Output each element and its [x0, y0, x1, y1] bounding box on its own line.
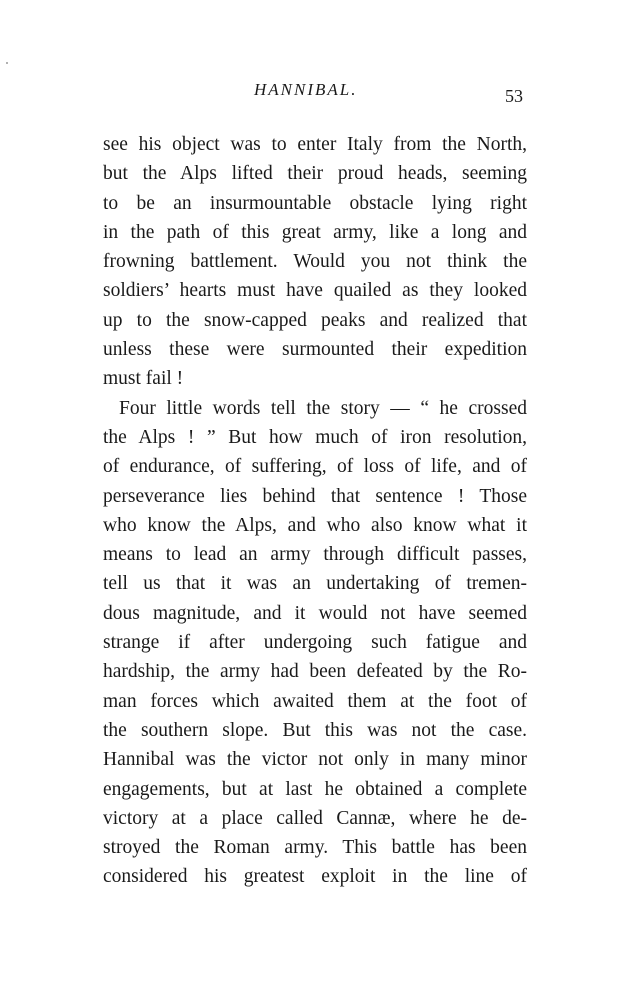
text-line: to be an insurmountable obstacle lying right: [103, 192, 527, 214]
text-line: man forces which awaited them at the foot of: [103, 690, 527, 712]
text-line: must fail !: [103, 368, 184, 390]
text-line: unless these were surmounted their expedition: [103, 339, 527, 361]
running-head: [0, 80, 628, 110]
text-line: frowning battlement. Would you not think the: [103, 251, 527, 273]
text-line: up to the snow-capped peaks and realized that: [103, 309, 527, 331]
text-line: strange if after undergoing such fatigue and: [103, 632, 527, 654]
text-line: soldiers’ hearts must have quailed as they looked: [103, 280, 527, 302]
text-line: the Alps ! ” But how much of iron resolution,: [103, 426, 527, 448]
text-line: but the Alps lifted their proud heads, seeming: [103, 163, 527, 185]
text-line: tell us that it was an undertaking of tremen-: [103, 573, 527, 595]
body-text: [103, 130, 527, 892]
text-line: Four little words tell the story — “ he crossed: [119, 397, 527, 419]
text-line: means to lead an army through difficult passes,: [103, 544, 527, 566]
margin-mark: [6, 62, 8, 64]
text-line: see his object was to enter Italy from the North,: [103, 134, 527, 155]
text-line: hardship, the army had been defeated by the Ro-: [103, 661, 527, 683]
text-line: Hannibal was the victor not only in many minor: [103, 749, 527, 771]
text-line: dous magnitude, and it would not have seemed: [103, 602, 527, 624]
text-line: engagements, but at last he obtained a complete: [103, 778, 527, 800]
text-line: victory at a place called Cannæ, where he de-: [103, 807, 527, 829]
text-line: stroyed the Roman army. This battle has been: [103, 837, 527, 859]
text-line: considered his greatest exploit in the line of: [103, 866, 527, 888]
text-line: of endurance, of suffering, of loss of life, and of: [103, 456, 527, 478]
text-line: perseverance lies behind that sentence ! Those: [103, 485, 527, 507]
text-line: who know the Alps, and who also know what it: [103, 514, 527, 536]
running-title: HANNIBAL.: [254, 80, 358, 99]
text-line: in the path of this great army, like a long and: [103, 221, 527, 243]
text-line: the southern slope. But this was not the case.: [103, 719, 527, 741]
page-number: 53: [505, 86, 523, 106]
